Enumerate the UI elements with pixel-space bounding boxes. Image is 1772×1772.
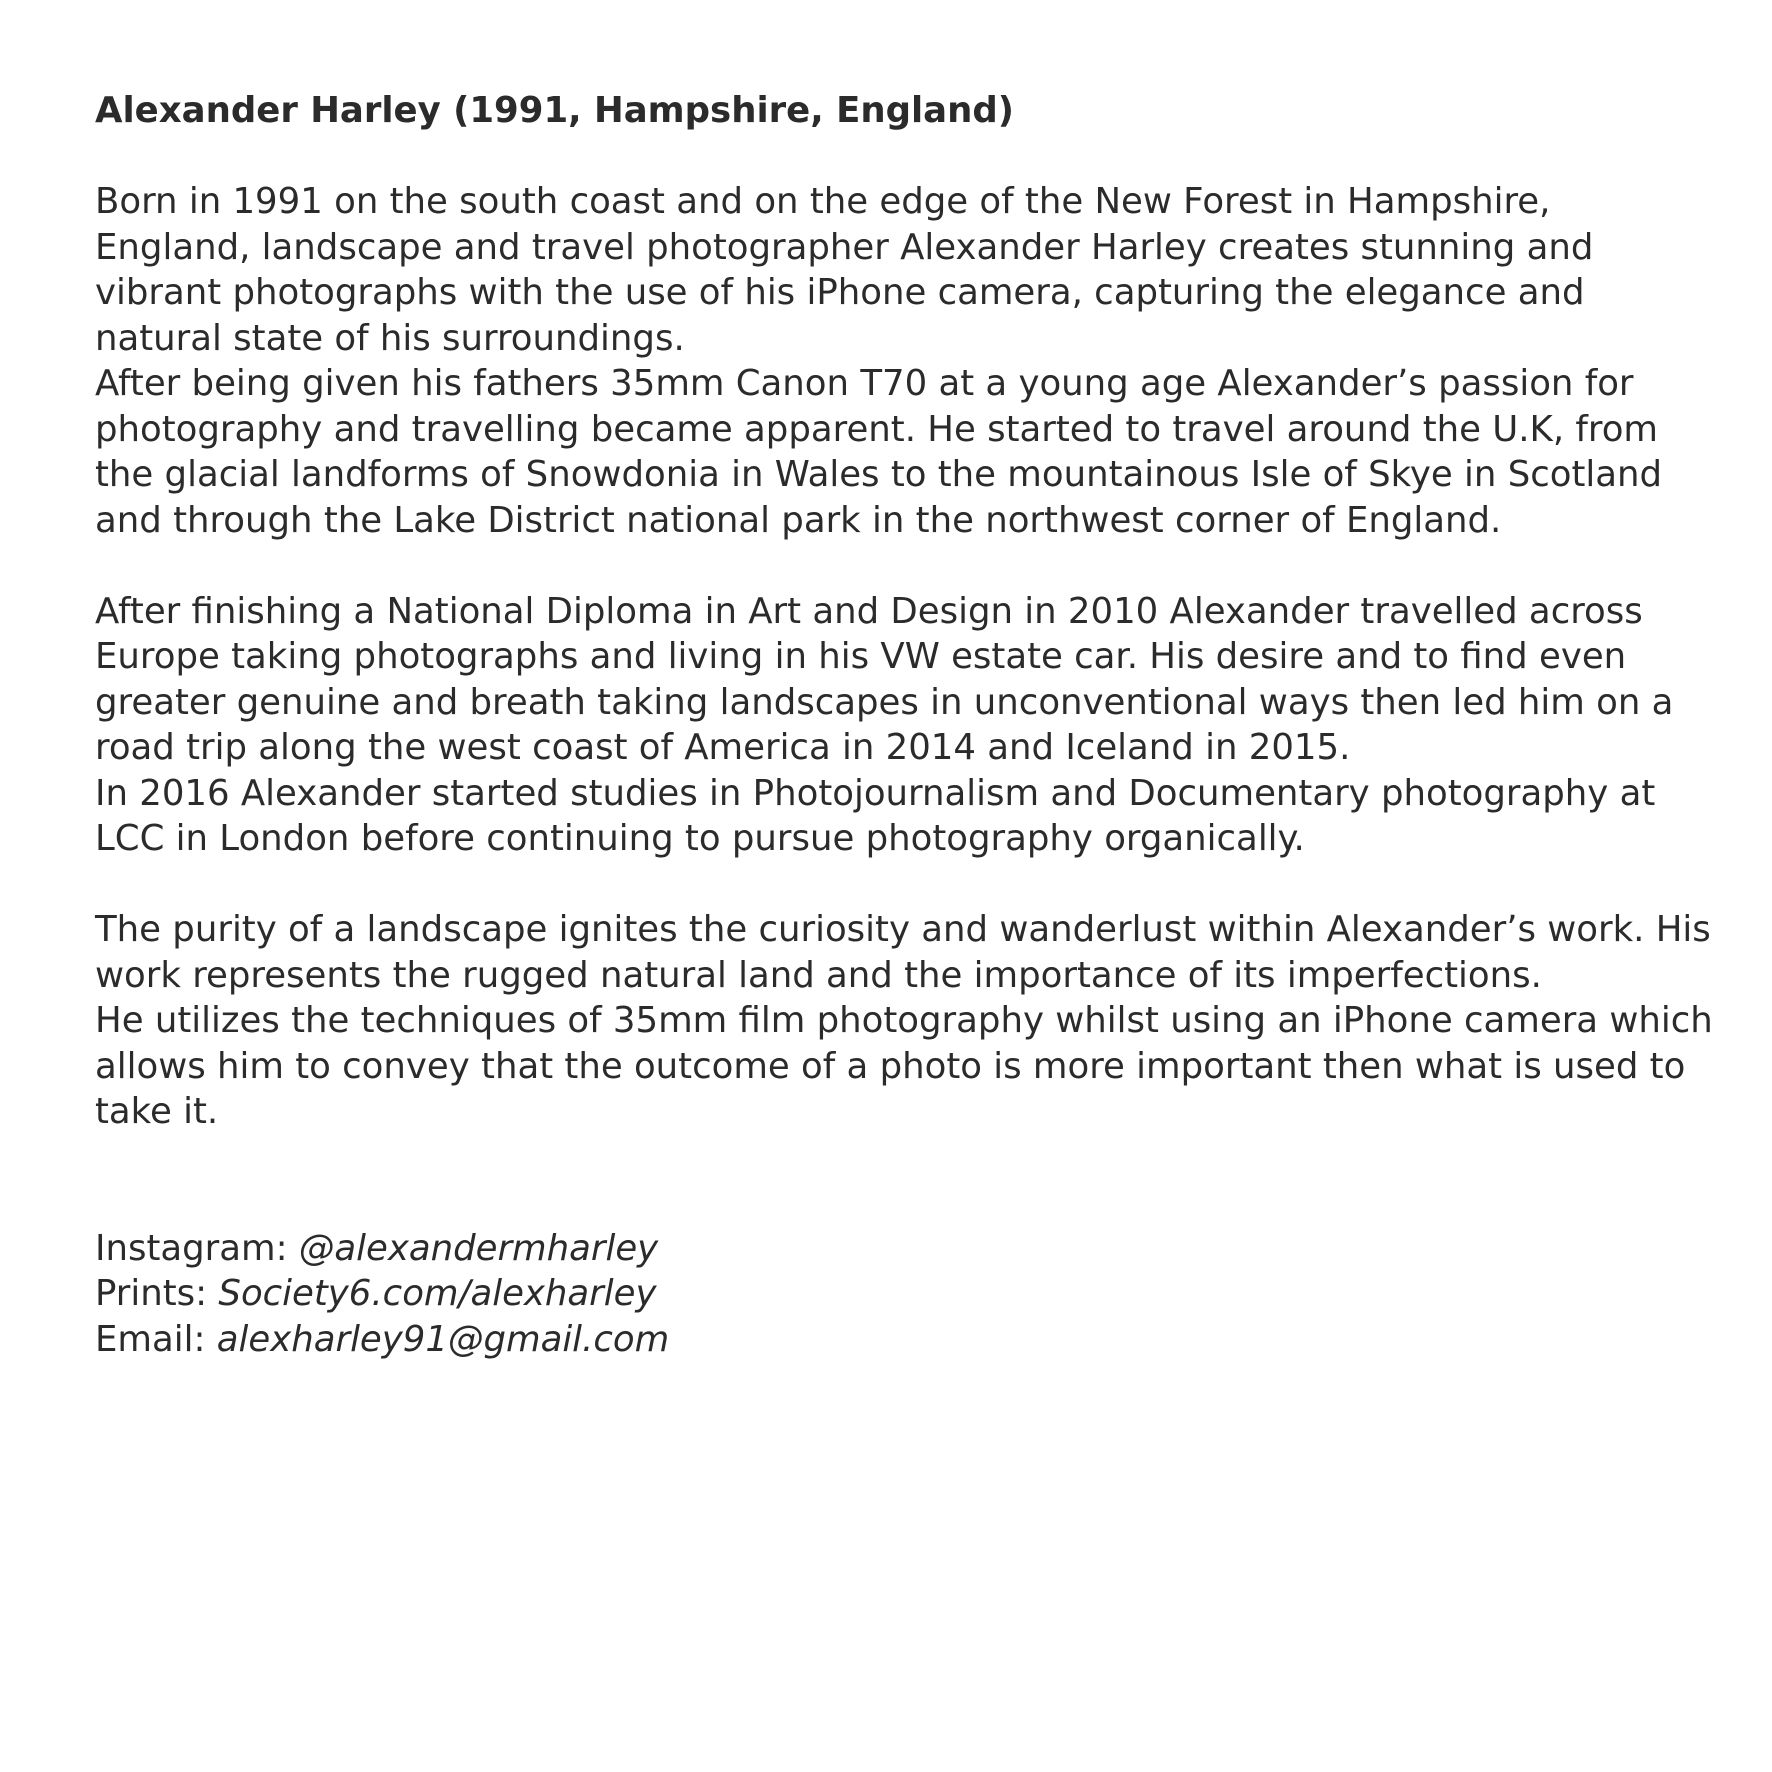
contact-label: Email:	[95, 1318, 217, 1360]
contact-label: Prints:	[95, 1273, 219, 1314]
paragraph-spacer	[95, 543, 1715, 589]
paragraph-early-passion: After being given his fathers 35mm Canon T70 at a young age Alexander’s passion for photography and travelling became apparent. He started to travel around the U.K, from the glacial landforms of Snowdonia in Wales to the mountainous Isle of Skye in Scotland and through the Lake District national park in the northwest corner of England.	[95, 363, 1663, 541]
contact-label: Instagram:	[95, 1227, 299, 1269]
paragraph-birth: Born in 1991 on the south coast and on the edge of the New Forest in Hampshire, England, landscape and travel photographer Alexander Harley creates stunning and vibrant photographs with the use of his iPhone camera, capturing the elegance and natural state of his surroundings.	[95, 181, 1594, 359]
paragraph-spacer	[95, 862, 1715, 908]
paragraph-travels: After finishing a National Diploma in Art and Design in 2010 Alexander travelled across Europe taking photographs and living in his VW estate car. His desire and to find even greater genuine and breath taking landscapes in unconventional ways then led him on a road trip along the west coast of America in 2014 and Iceland in 2015.	[95, 590, 1674, 768]
contact-prints	[95, 1271, 1715, 1317]
paragraph-studies: In 2016 Alexander started studies in Photojournalism and Documentary photography at LCC in London before continuing to pursue photography organically.	[95, 772, 1656, 859]
email-address-link[interactable]: alexharley91@gmail.com	[216, 1318, 670, 1360]
prints-url-link[interactable]: Society6.com/alexharley	[218, 1273, 657, 1314]
contact-email	[95, 1317, 1715, 1363]
contact-list	[95, 1226, 1715, 1363]
section-spacer	[95, 1135, 1715, 1226]
paragraph-techniques: He utilizes the techniques of 35mm film photography whilst using an iPhone camera which allows him to convey that the outcome of a photo is more important then what is used to take it.	[95, 1000, 1713, 1132]
instagram-handle-link[interactable]: @alexandermharley	[298, 1227, 659, 1269]
contact-instagram	[95, 1226, 1715, 1272]
document-title: Alexander Harley (1991, Hampshire, England)	[95, 90, 1015, 131]
paragraph-purity: The purity of a landscape ignites the curiosity and wanderlust within Alexander’s work. His work represents the rugged natural land and the importance of its imperfections.	[95, 909, 1711, 996]
document-page	[95, 88, 1715, 1362]
